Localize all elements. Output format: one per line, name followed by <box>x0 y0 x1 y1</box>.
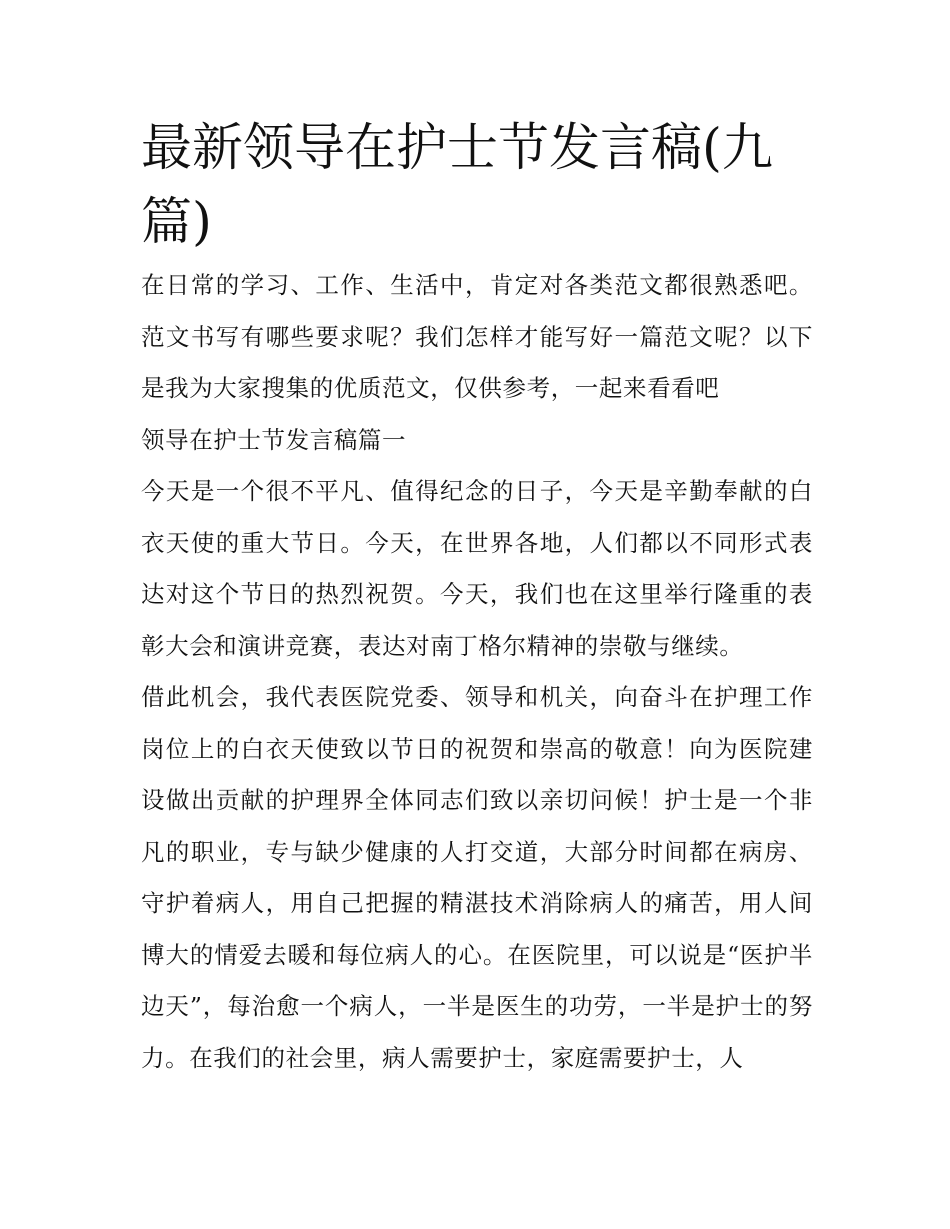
document-title: 最新领导在护士节发言稿(九篇) <box>141 119 773 252</box>
document-body <box>141 112 813 1084</box>
body-paragraph: 今天是一个很不平凡、值得纪念的日子，今天是辛勤奉献的白衣天使的重大节日。今天，在世界各地，人们都以不同形式表达对这个节日的热烈祝贺。今天，我们也在这里举行隆重的表彰大会和演讲竞赛，表达对南丁格尔精神的崇敬与继续。 <box>141 477 813 660</box>
intro-paragraph: 在日常的学习、工作、生活中，肯定对各类范文都很熟悉吧。范文书写有哪些要求呢？我们怎样才能写好一篇范文呢？以下是我为大家搜集的优质范文，仅供参考，一起来看看吧 <box>141 271 813 402</box>
body-paragraph: 借此机会，我代表医院党委、领导和机关，向奋斗在护理工作岗位上的白衣天使致以节日的祝贺和崇高的敬意！向为医院建设做出贡献的护理界全体同志们致以亲切问候！护士是一个非凡的职业，专与缺少健康的人打交道，大部分时间都在病房、守护着病人，用自己把握的精湛技术消除病人的痛苦，用人间博大的情爱去暖和每位病人的心。在医院里，可以说是“医护半边天”，每治愈一个病人，一半是医生的功劳，一半是护士的努力。在我们的社会里，病人需要护士，家庭需要护士，人 <box>141 683 813 1072</box>
section-heading: 领导在护士节发言稿篇一 <box>141 425 407 454</box>
